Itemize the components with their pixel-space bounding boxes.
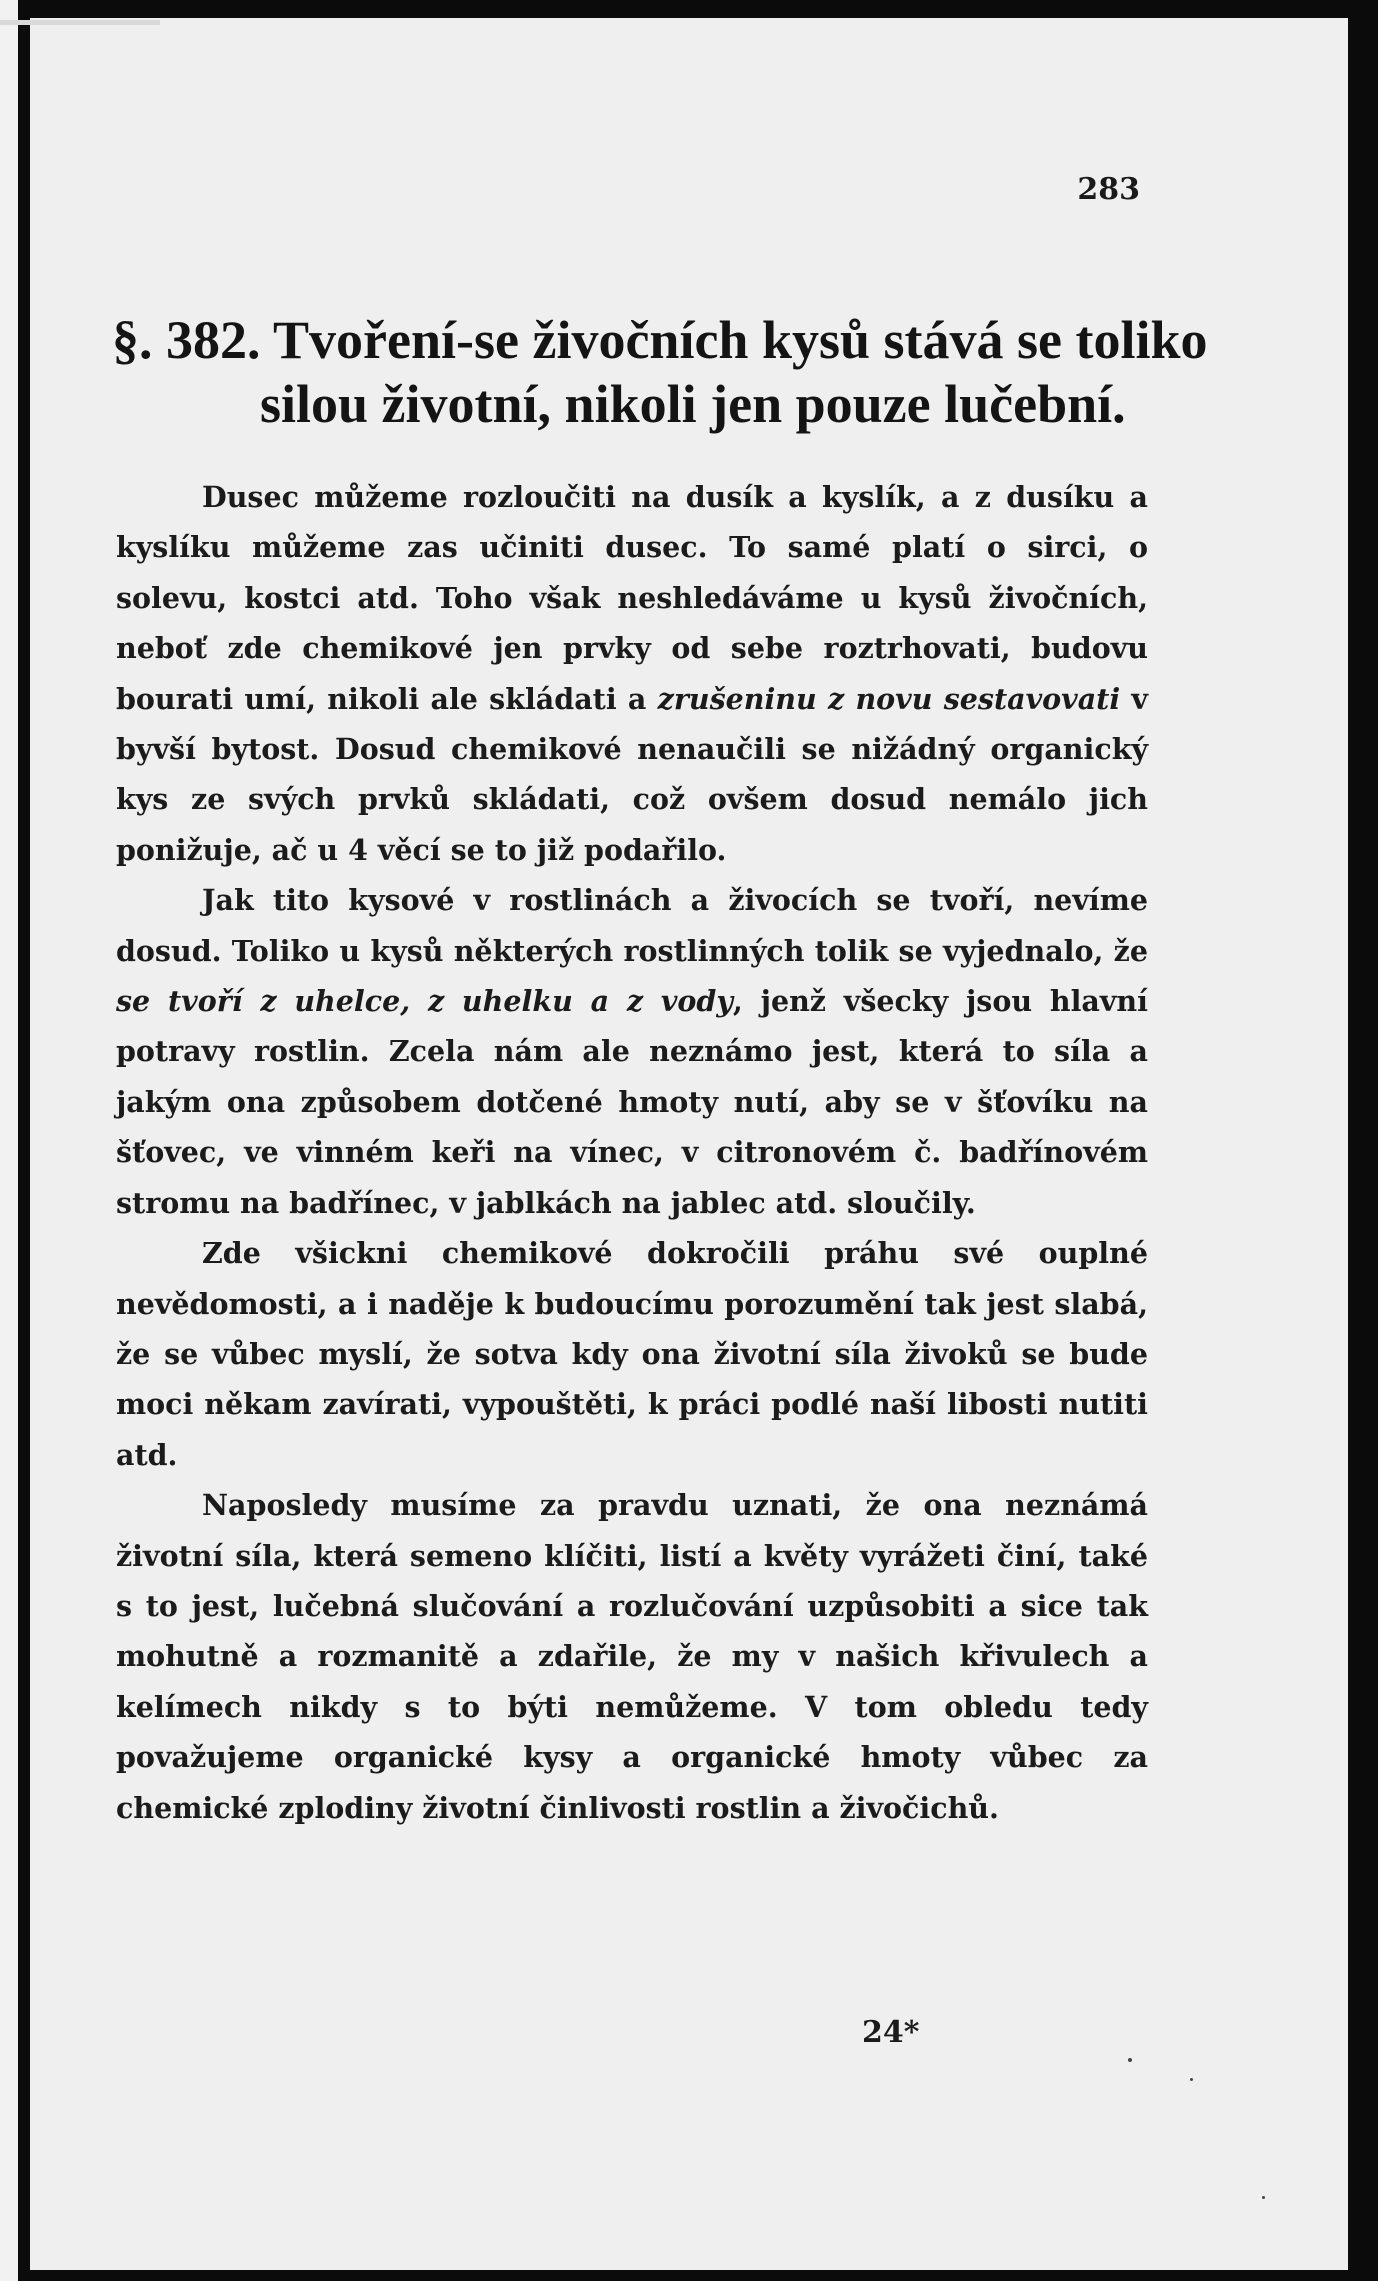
paragraph-text: , jenž všecky jsou hlavní potravy rostlin. Zcela nám ale neznámo jest, která to síla a jakým ona způsobem dotčené hmoty nutí, aby se v šťovíku na šťovec, ve vinném keři na vínec, v citronovém č. badřínovém stromu na badřínec, v jablkách na jablec atd. sloučily. (116, 984, 1148, 1220)
section-heading-line-1: §. 382. Tvoření-se živočních kysů stává se toliko (112, 310, 1208, 370)
paragraph-text: Zde všickni chemikové dokročili práhu své ouplné nevědomosti, a i naděje k budoucímu porozumění tak jest slabá, že se vůbec myslí, že sotva kdy ona životní síla živoků se bude moci někam zavírati, vypouštěti, k práci podlé naší libosti nutiti atd. (116, 1236, 1148, 1472)
paragraph (116, 875, 1148, 1228)
scan-speck (1128, 2058, 1132, 2062)
body-text (116, 472, 1148, 1833)
paragraph (116, 1480, 1148, 1833)
paragraph-text: Dusec můžeme rozloučiti na dusík a kyslík, a z dusíku a kyslíku můžeme zas učiniti dusec. To samé platí o sirci, o solevu, kostci atd. Toho však neshledáváme u kysů živočních, neboť zde chemikové jen prvky od sebe roztrhovati, budovu bourati umí, nikoli ale skládati a (116, 480, 1148, 716)
paragraph-emphasis: zrušeninu z novu sestavovati (657, 681, 1121, 716)
page-number: 283 (1077, 172, 1140, 207)
paragraph (116, 472, 1148, 875)
scan-speck (1262, 2196, 1265, 2199)
scan-edge-mark (0, 20, 160, 25)
section-heading (112, 308, 1208, 436)
paragraph-text: Jak tito kysové v rostlinách a živocích se tvoří, nevíme dosud. Toliko u kysů některých rostlinných tolik se vyjednalo, že (116, 883, 1148, 968)
paragraph-text: Naposledy musíme za pravdu uznati, že ona neznámá životní síla, která semeno klíčiti, listí a květy vyrážeti činí, také s to jest, lučebná slučování a rozlučování uzpůsobiti a sice tak mohutně a rozmanitě a zdařile, že my v našich křivulech a kelímech nikdy s to býti nemůžeme. V tom obledu tedy považujeme organické kysy a organické hmoty vůbec za chemické zplodiny životní činlivosti rostlin a živočichů. (116, 1488, 1148, 1825)
paragraph-emphasis: se tvoří z uhelce, z uhelku a z vody (116, 984, 733, 1019)
paragraph-text: v byvší bytost. Dosud chemikové nenaučili se nižádný organický kys ze svých prvků skládati, což ovšem dosud nemálo jich ponižuje, ač u 4 věcí se to již podařilo. (116, 681, 1148, 867)
section-heading-line-2: silou životní, nikoli jen pouze lučební. (260, 374, 1126, 434)
paragraph (116, 1228, 1148, 1480)
scan-left-margin (0, 0, 18, 2281)
scan-speck (1190, 2078, 1193, 2081)
signature-mark: 24* (862, 2015, 920, 2050)
